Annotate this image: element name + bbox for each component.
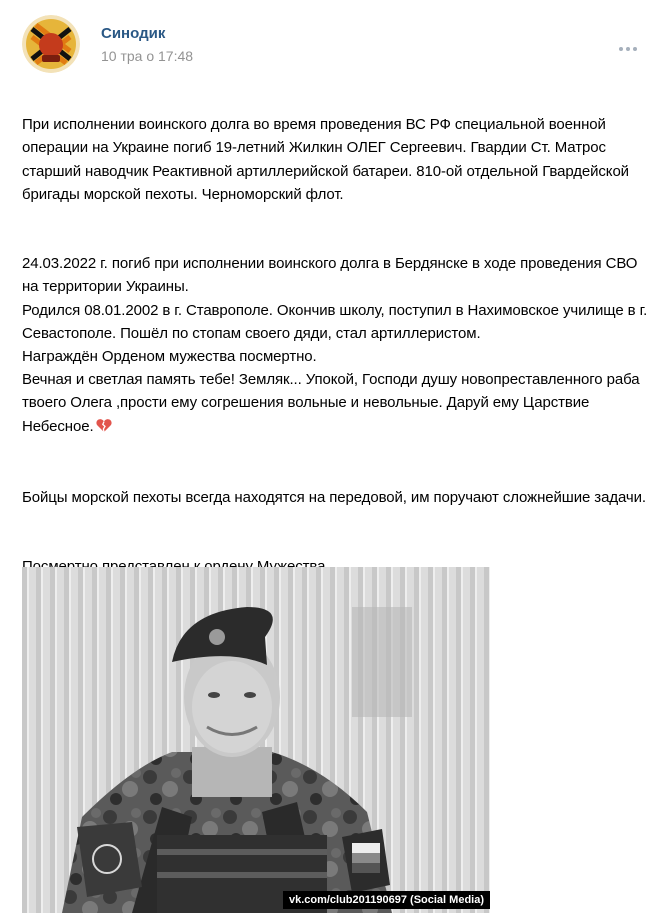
community-avatar[interactable] [22,15,80,73]
post-photo[interactable] [22,567,490,913]
post-paragraph: 24.03.2022 г. погиб при исполнении воинского долга в Бердянске в ходе проведения СВО на территории Украины. Родился 08.01.2002 в г. Ставрополе. Окончив школу, поступил в Нахимовское училище в г. Севастополе. Пошёл по стопам своего дяди, стал артиллеристом. Награждён Орденом мужества посмертно. Вечная и светлая память тебе! Земляк... Упокой, Господи душу новопреставленного раба твоего Олега ,прости ему согрешения вольные и невольные. Даруй ему Царствие Небесное. [22,255,648,435]
broken-heart-icon [96,417,112,440]
source-watermark: vk.com/club201190697 (Social Media) [283,891,490,909]
post-paragraph-with-emoji [22,252,650,440]
soldier-portrait-image [22,567,490,913]
post-paragraph: При исполнении воинского долга во время проведения ВС РФ специальной военной операции на Украине погиб 19-летний Жилкин ОЛЕГ Сергеевич. Гвардии Ст. Матрос старший наводчик Реактивной артиллерийской батареи. 810-ой отдельной Гвардейской бригады морской пехоты. Черноморский флот. [22,116,629,203]
post-paragraph: Бойцы морской пехоты всегда находятся на передовой, им поручают сложнейшие задачи. [22,489,646,507]
post-author-link[interactable]: Синодик [101,25,166,42]
post-date-link[interactable]: 10 тра о 17:48 [101,48,194,64]
ribbon-logo-icon [22,15,80,73]
more-options-icon[interactable] [619,38,641,48]
